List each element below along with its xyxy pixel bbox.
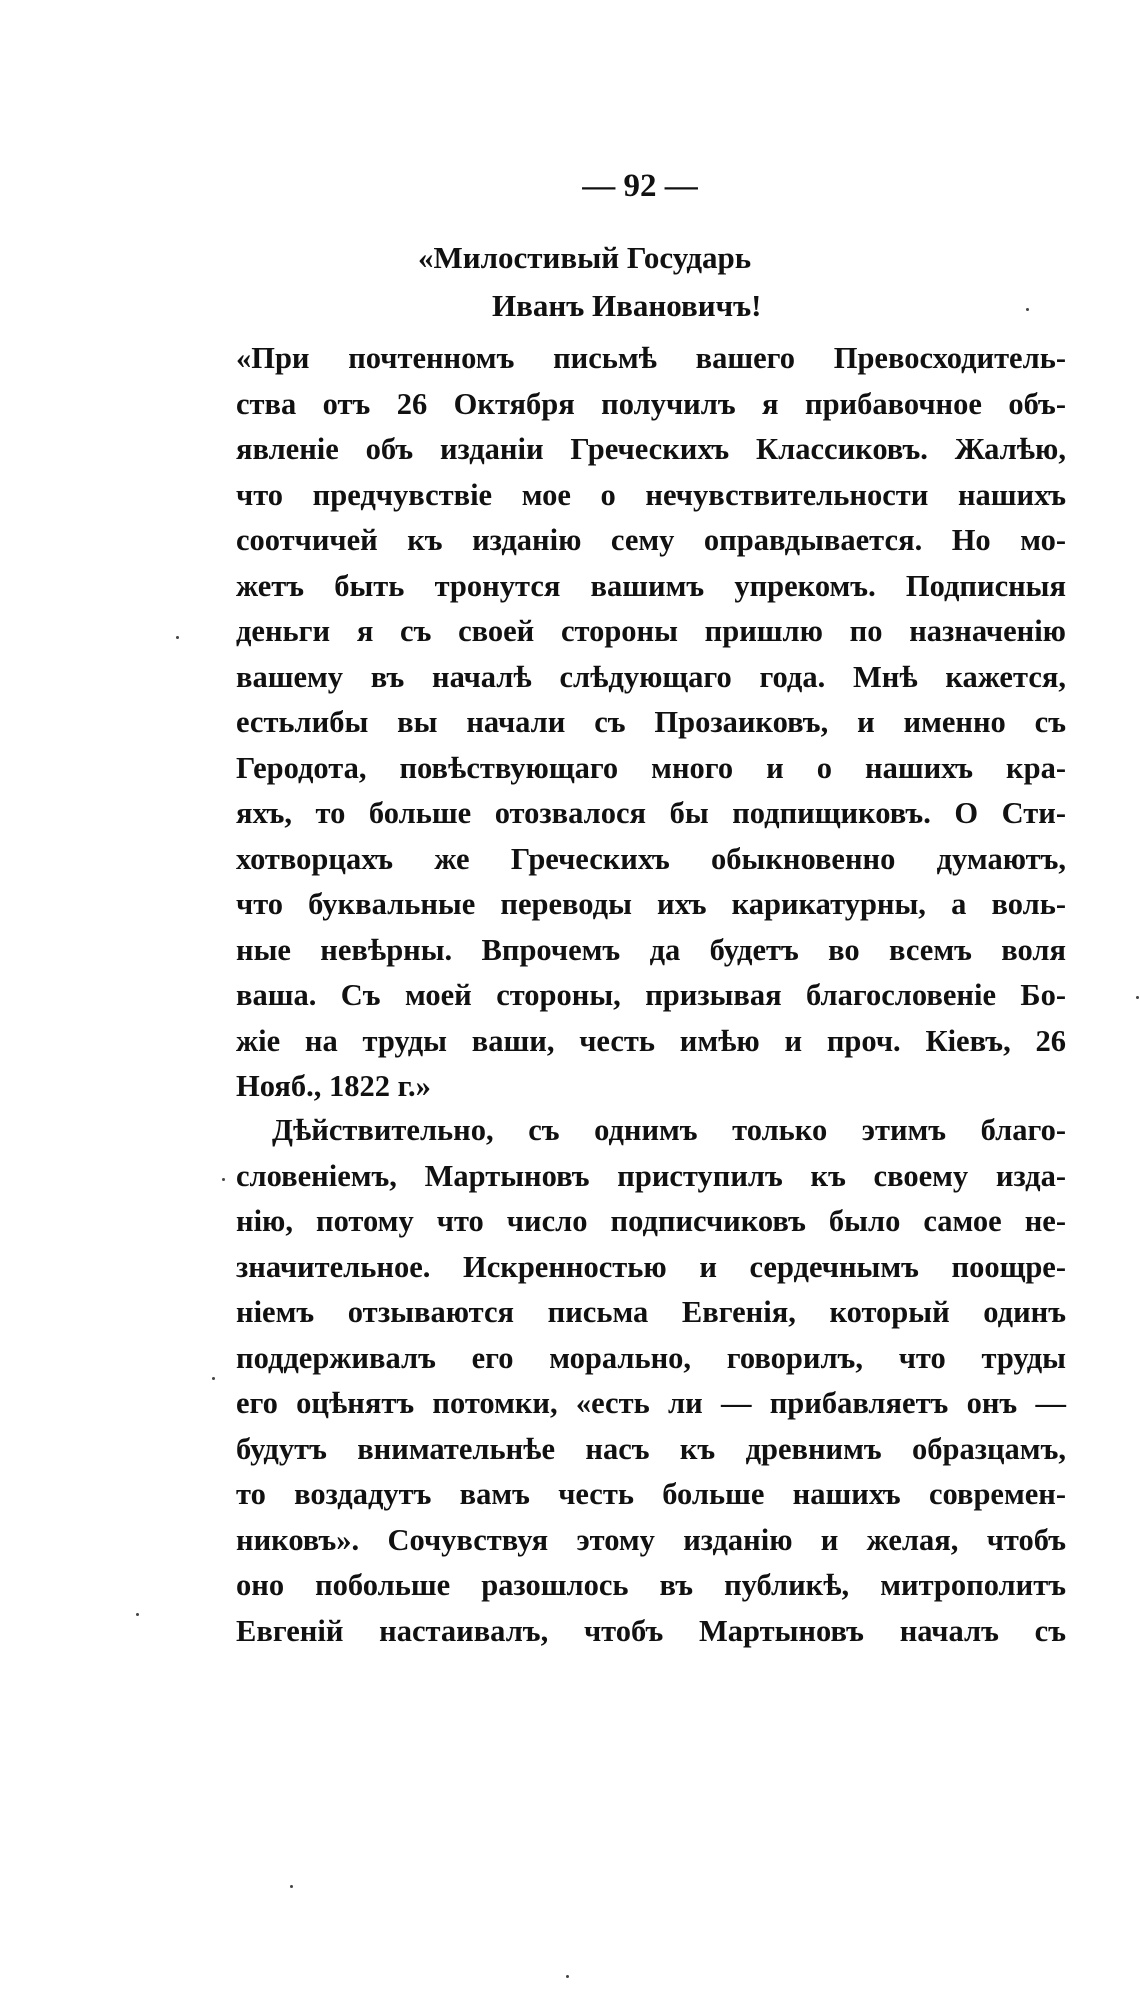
text-line: поддерживалъ его морально, говорилъ, что труды <box>236 1340 1066 1375</box>
text-line: что предчувствіе мое о нечувствительности нашихъ <box>236 477 1066 512</box>
text-line: значительное. Искренностью и сердечнымъ поощре- <box>236 1249 1066 1284</box>
text-line: что буквальные переводы ихъ карикатурны, а воль- <box>236 887 1066 921</box>
page-number: — 92 — <box>582 168 698 204</box>
letter-paragraph <box>236 336 1066 1110</box>
text-line: деньги я съ своей стороны пришлю по назначенію <box>236 614 1066 648</box>
text-line: ніемъ отзываются письма Евгенія, который одинъ <box>236 1295 1066 1329</box>
text-line: ные невѣрны. Впрочемъ да будетъ во всемъ воля <box>236 932 1066 967</box>
text-line: явленіе объ изданіи Греческихъ Классиковъ. Жалѣю, <box>236 432 1066 466</box>
salutation-line-2: Иванъ Ивановичъ! <box>492 288 762 323</box>
text-line: хотворцахъ же Греческихъ обыкновенно думаютъ, <box>236 841 1066 876</box>
text-line: жіе на труды ваши, честь имѣю и проч. Кіевъ, 26 <box>236 1023 1066 1058</box>
text-line: Нояб., 1822 г.» <box>236 1069 431 1103</box>
text-line: вашему въ началѣ слѣдующаго года. Мнѣ кажется, <box>236 659 1066 694</box>
text-line: жетъ быть тронутся вашимъ упрекомъ. Подписныя <box>236 568 1066 603</box>
text-line: то воздадутъ вамъ честь больше нашихъ современ- <box>236 1477 1066 1511</box>
text-line: Дѣйствительно, съ однимъ только этимъ благо- <box>272 1113 1066 1147</box>
text-line: нію, потому что число подписчиковъ было самое не- <box>236 1204 1066 1238</box>
text-line: «При почтенномъ письмѣ вашего Превосходитель- <box>236 341 1066 375</box>
text-line: ства отъ 26 Октября получилъ я прибавочное объ- <box>236 386 1066 421</box>
salutation-line-1: «Милостивый Государь <box>418 240 752 275</box>
text-line: соотчичей къ изданію сему оправдывается. Но мо- <box>236 523 1066 557</box>
text-line: словеніемъ, Мартыновъ приступилъ къ своему изда- <box>236 1158 1066 1193</box>
text-line: естьлибы вы начали съ Прозаиковъ, и именно съ <box>236 705 1066 739</box>
text-line: Геродота, повѣствующаго много и о нашихъ кра- <box>236 750 1066 785</box>
text-line: ваша. Съ моей стороны, призывая благословеніе Бо- <box>236 978 1066 1012</box>
text-line: никовъ». Сочувствуя этому изданію и желая, чтобъ <box>236 1522 1066 1557</box>
text-line: Евгеній настаивалъ, чтобъ Мартыновъ началъ съ <box>236 1613 1066 1648</box>
text-line: будутъ внимательнѣе насъ къ древнимъ образцамъ, <box>236 1431 1066 1466</box>
text-line: оно побольше разошлось въ публикѣ, митрополитъ <box>236 1568 1066 1602</box>
text-line: яхъ, то больше отозвалося бы подпищиковъ. О Сти- <box>236 796 1066 830</box>
body-paragraph <box>236 1108 1066 1654</box>
text-line: его оцѣнятъ потомки, «есть ли — прибавляетъ онъ — <box>236 1386 1066 1420</box>
